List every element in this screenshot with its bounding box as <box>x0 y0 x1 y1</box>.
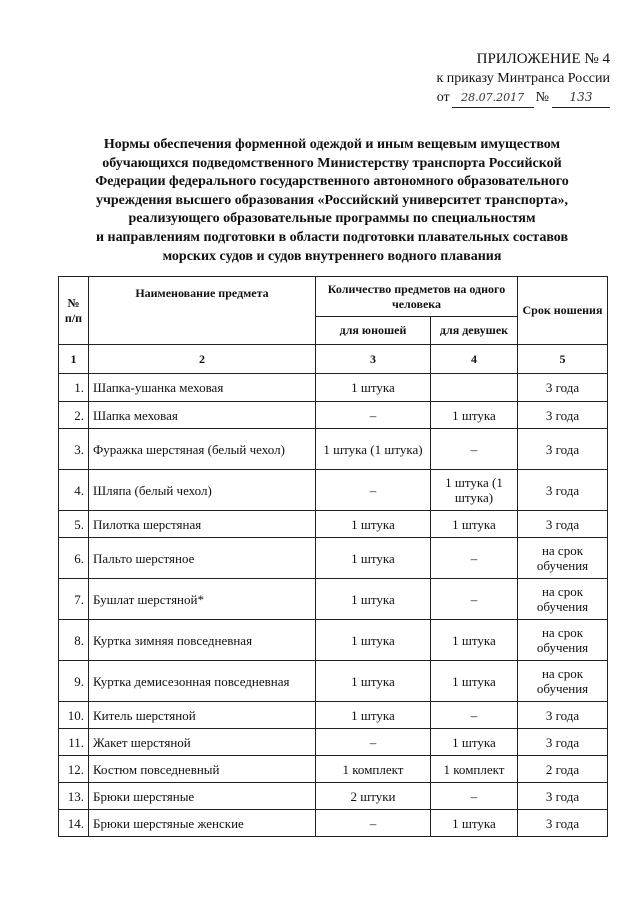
row-number-cell: 4. <box>59 470 89 511</box>
appendix-block <box>400 50 610 108</box>
item-name-cell: Жакет шерстяной <box>89 729 316 756</box>
row-number-cell: 2. <box>59 402 89 429</box>
table-row <box>59 729 608 756</box>
column-number-row <box>59 345 608 374</box>
boys-qty-cell: – <box>316 729 431 756</box>
row-number-cell: 10. <box>59 702 89 729</box>
header-boys: для юношей <box>316 317 431 345</box>
girls-qty-cell <box>431 374 518 402</box>
girls-qty-cell: 1 штука <box>431 402 518 429</box>
term-cell: 3 года <box>518 402 608 429</box>
date-prefix: от <box>436 90 450 105</box>
girls-qty-cell: – <box>431 702 518 729</box>
girls-qty-cell: 1 штука <box>431 620 518 661</box>
girls-qty-cell: – <box>431 538 518 579</box>
girls-qty-cell: 1 штука <box>431 511 518 538</box>
norms-table <box>58 276 608 837</box>
term-cell: 3 года <box>518 783 608 810</box>
girls-qty-cell: 1 штука (1 штука) <box>431 470 518 511</box>
table-row <box>59 783 608 810</box>
table-row <box>59 810 608 837</box>
table-row <box>59 579 608 620</box>
boys-qty-cell: 1 штука <box>316 538 431 579</box>
row-number-cell: 7. <box>59 579 89 620</box>
term-cell: на срок обучения <box>518 661 608 702</box>
item-name-cell: Китель шерстяной <box>89 702 316 729</box>
row-number-cell: 6. <box>59 538 89 579</box>
title-line: реализующего образовательные программы по специальностям <box>128 211 536 227</box>
term-cell: 2 года <box>518 756 608 783</box>
girls-qty-cell: – <box>431 429 518 470</box>
table-row <box>59 661 608 702</box>
boys-qty-cell: – <box>316 402 431 429</box>
appendix-order-ref: к приказу Минтранса России <box>436 71 610 86</box>
item-name-cell: Шляпа (белый чехол) <box>89 470 316 511</box>
header-girls: для девушек <box>431 317 518 345</box>
row-number-cell: 13. <box>59 783 89 810</box>
col-number: 4 <box>431 345 518 374</box>
term-cell: 3 года <box>518 429 608 470</box>
boys-qty-cell: 1 штука <box>316 661 431 702</box>
table-row <box>59 702 608 729</box>
handwritten-date: 28.07.2017 <box>452 88 534 108</box>
header-term: Срок ношения <box>518 277 608 345</box>
col-number: 2 <box>89 345 316 374</box>
item-name-cell: Пилотка шерстяная <box>89 511 316 538</box>
row-number-cell: 11. <box>59 729 89 756</box>
girls-qty-cell: 1 штука <box>431 810 518 837</box>
boys-qty-cell: 1 штука <box>316 511 431 538</box>
table-body <box>59 374 608 837</box>
item-name-cell: Брюки шерстяные женские <box>89 810 316 837</box>
title-line: учреждения высшего образования «Российский университет транспорта», <box>96 192 568 208</box>
boys-qty-cell: – <box>316 470 431 511</box>
row-number-cell: 8. <box>59 620 89 661</box>
title-line: морских судов и судов внутреннего водного плавания <box>162 248 502 264</box>
table-row <box>59 538 608 579</box>
table-row <box>59 429 608 470</box>
item-name-cell: Фуражка шерстяная (белый чехол) <box>89 429 316 470</box>
table-row <box>59 511 608 538</box>
boys-qty-cell: 1 штука <box>316 620 431 661</box>
title-line: обучающихся подведомственного Министерству транспорта Российской <box>102 155 562 171</box>
number-label: № <box>535 90 549 105</box>
item-name-cell: Костюм повседневный <box>89 756 316 783</box>
title-line: и направлениям подготовки в области подготовки плавательных составов <box>95 229 569 245</box>
term-cell: на срок обучения <box>518 538 608 579</box>
girls-qty-cell: 1 штука <box>431 729 518 756</box>
appendix-title: ПРИЛОЖЕНИЕ № 4 <box>476 51 610 67</box>
item-name-cell: Шапка меховая <box>89 402 316 429</box>
term-cell: 3 года <box>518 810 608 837</box>
col-number: 3 <box>316 345 431 374</box>
term-cell: на срок обучения <box>518 620 608 661</box>
item-name-cell: Брюки шерстяные <box>89 783 316 810</box>
term-cell: на срок обучения <box>518 579 608 620</box>
girls-qty-cell: 1 комплект <box>431 756 518 783</box>
table-row <box>59 620 608 661</box>
col-number: 1 <box>59 345 89 374</box>
term-cell: 3 года <box>518 374 608 402</box>
girls-qty-cell: – <box>431 579 518 620</box>
term-cell: 3 года <box>518 511 608 538</box>
title-line: Федерации федерального государственного автономного образовательного <box>95 174 569 190</box>
boys-qty-cell: – <box>316 810 431 837</box>
boys-qty-cell: 1 штука <box>316 579 431 620</box>
row-number-cell: 5. <box>59 511 89 538</box>
item-name-cell: Куртка демисезонная повседневная <box>89 661 316 702</box>
term-cell: 3 года <box>518 729 608 756</box>
item-name-cell: Куртка зимняя повседневная <box>89 620 316 661</box>
boys-qty-cell: 1 штука <box>316 374 431 402</box>
handwritten-number: 133 <box>552 88 610 108</box>
col-number: 5 <box>518 345 608 374</box>
table-row <box>59 374 608 402</box>
row-number-cell: 1. <box>59 374 89 402</box>
header-quantity: Количество предметов на одного человека <box>316 277 518 317</box>
girls-qty-cell: – <box>431 783 518 810</box>
title-line: Нормы обеспечения форменной одеждой и иным вещевым имуществом <box>103 137 561 152</box>
table-row <box>59 470 608 511</box>
header-row <box>59 277 608 317</box>
boys-qty-cell: 2 штуки <box>316 783 431 810</box>
item-name-cell: Бушлат шерстяной* <box>89 579 316 620</box>
term-cell: 3 года <box>518 702 608 729</box>
appendix-date-number-line <box>400 88 610 108</box>
row-number-cell: 3. <box>59 429 89 470</box>
row-number-cell: 9. <box>59 661 89 702</box>
boys-qty-cell: 1 штука (1 штука) <box>316 429 431 470</box>
boys-qty-cell: 1 комплект <box>316 756 431 783</box>
row-number-cell: 14. <box>59 810 89 837</box>
term-cell: 3 года <box>518 470 608 511</box>
table-row <box>59 756 608 783</box>
item-name-cell: Пальто шерстяное <box>89 538 316 579</box>
boys-qty-cell: 1 штука <box>316 702 431 729</box>
table-row <box>59 402 608 429</box>
header-num: № п/п <box>59 277 89 345</box>
header-name: Наименование предмета <box>89 277 316 345</box>
row-number-cell: 12. <box>59 756 89 783</box>
girls-qty-cell: 1 штука <box>431 661 518 702</box>
item-name-cell: Шапка-ушанка меховая <box>89 374 316 402</box>
document-title <box>60 136 604 266</box>
